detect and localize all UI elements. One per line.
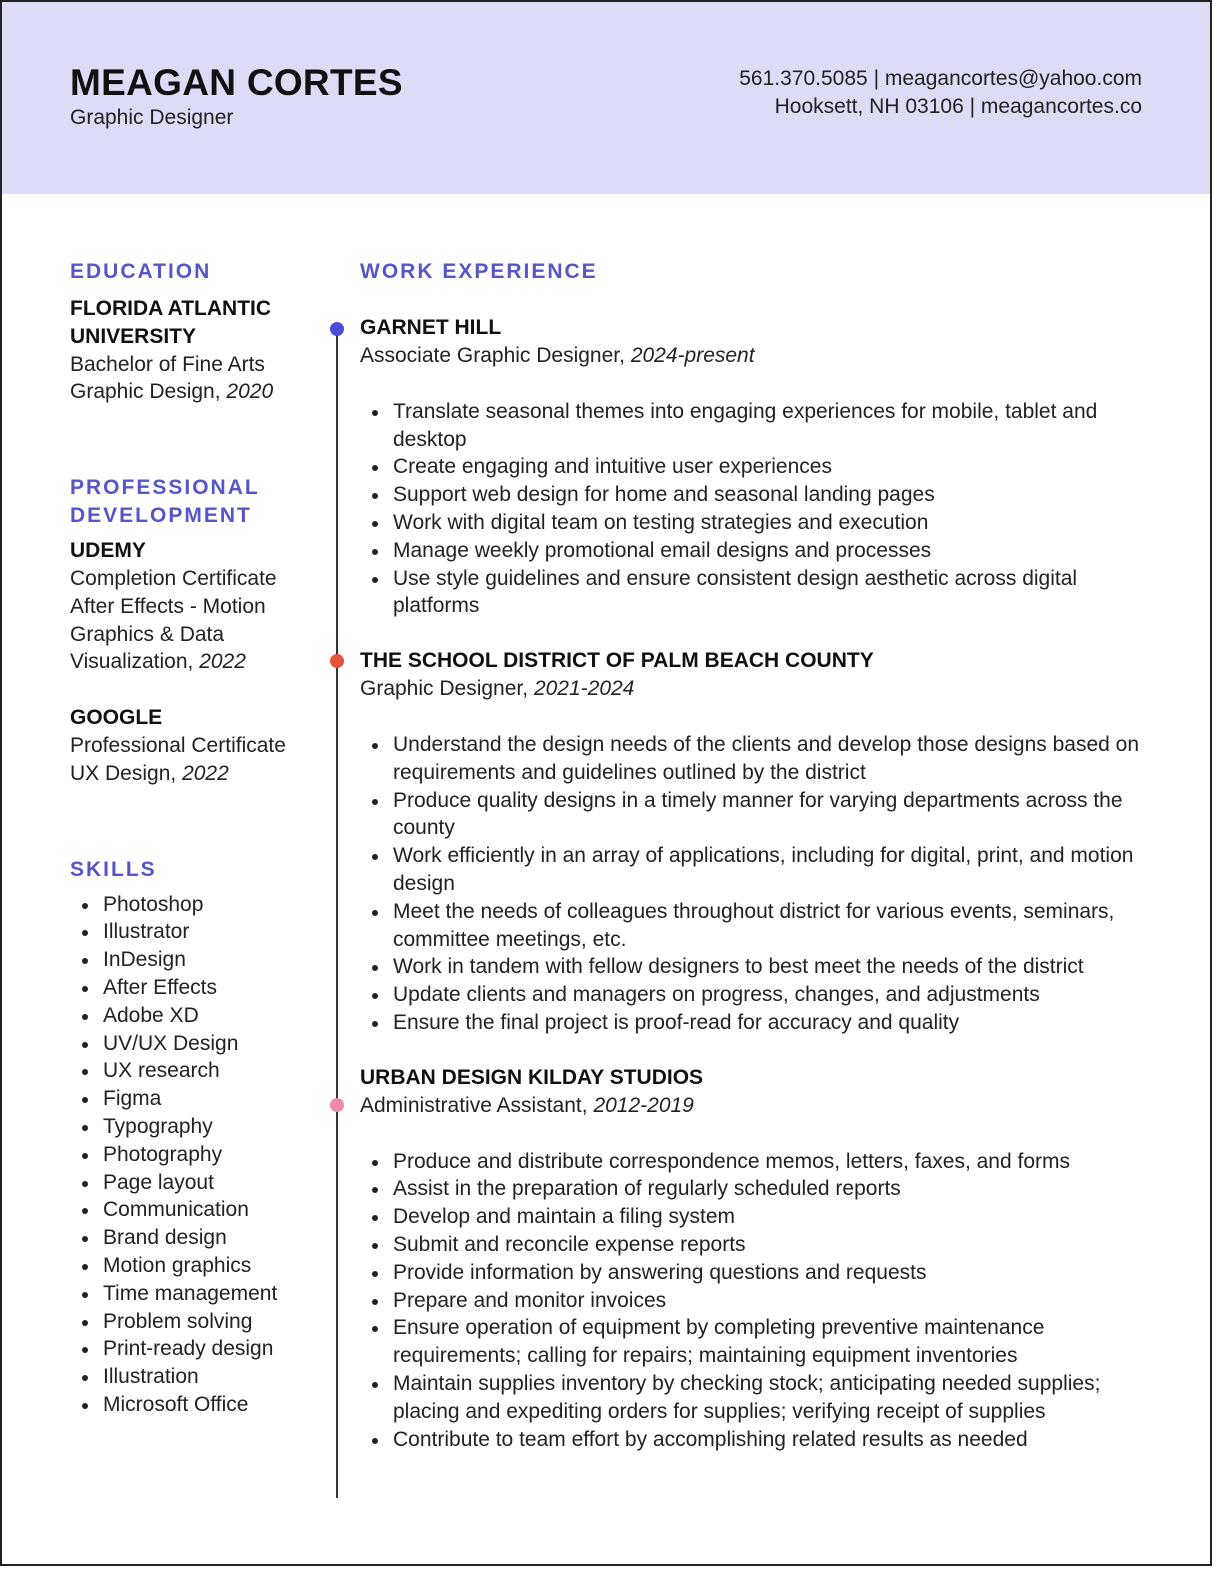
prodev-line: Graphics & Data xyxy=(70,622,225,646)
job-urban-design xyxy=(360,1064,1160,1454)
prodev-org: GOOGLE xyxy=(70,706,163,730)
right-column xyxy=(360,258,1160,1453)
job-bullet: Contribute to team effort by accomplishing related results as needed xyxy=(360,1426,1160,1454)
job-bullet: Maintain supplies inventory by checking stock; anticipating needed supplies; placing and expediting orders for supplies; verifying receipt of supplies xyxy=(360,1370,1160,1426)
timeline-dot xyxy=(330,1098,344,1112)
skill-item: Microsoft Office xyxy=(70,1391,330,1419)
skill-item: Page layout xyxy=(70,1169,330,1197)
prodev-line: Completion Certificate xyxy=(70,566,277,590)
job-position-line xyxy=(360,675,1160,703)
prodev-line xyxy=(70,648,330,676)
separator: | xyxy=(873,67,880,90)
job-bullet: Ensure operation of equipment by completing preventive maintenance requirements; calling for repairs; maintaining equipment inventories xyxy=(360,1314,1160,1370)
job-bullet: Create engaging and intuitive user experiences xyxy=(360,453,1160,481)
separator: | xyxy=(969,95,976,118)
prodev-line: Professional Certificate xyxy=(70,733,286,757)
job-bullet: Assist in the preparation of regularly scheduled reports xyxy=(360,1175,1160,1203)
major-line xyxy=(70,378,330,406)
education-heading: EDUCATION xyxy=(70,260,212,283)
job-position: Associate Graphic Designer, xyxy=(360,344,625,367)
skill-item: InDesign xyxy=(70,946,330,974)
prodev-item-google xyxy=(70,704,330,787)
skill-item: Illustration xyxy=(70,1363,330,1391)
skill-item: Photoshop xyxy=(70,891,330,919)
timeline-dot xyxy=(330,654,344,668)
skill-item: Figma xyxy=(70,1085,330,1113)
job-bullet: Work efficiently in an array of applications, including for digital, print, and motion design xyxy=(360,842,1160,898)
prodev-line xyxy=(70,760,330,788)
skill-item: Photography xyxy=(70,1141,330,1169)
prodev-heading-line1: PROFESSIONAL xyxy=(70,476,260,500)
prodev-year: 2022 xyxy=(199,650,246,674)
skill-item: UX research xyxy=(70,1057,330,1085)
timeline-dot xyxy=(330,322,344,336)
job-bullet: Translate seasonal themes into engaging experiences for mobile, tablet and desktop xyxy=(360,398,1160,454)
job-bullet: Develop and maintain a filing system xyxy=(360,1203,1160,1231)
job-bullet: Prepare and monitor invoices xyxy=(360,1287,1160,1315)
job-company: GARNET HILL xyxy=(360,316,502,339)
skill-item: Adobe XD xyxy=(70,1002,330,1030)
prodev-item-udemy xyxy=(70,537,330,676)
prodev-text: UX Design, xyxy=(70,761,177,785)
website: meagancortes.co xyxy=(980,95,1142,118)
location: Hooksett, NH 03106 xyxy=(774,95,964,118)
header-band xyxy=(2,2,1210,194)
job-school-district xyxy=(360,647,1160,1037)
left-column xyxy=(70,258,330,1419)
candidate-name: MEAGAN CORTES xyxy=(70,62,403,103)
job-company: URBAN DESIGN KILDAY STUDIOS xyxy=(360,1065,704,1089)
job-bullet: Support web design for home and seasonal landing pages xyxy=(360,481,1160,509)
graduation-year: 2020 xyxy=(226,380,274,404)
skill-item: Communication xyxy=(70,1196,330,1224)
job-bullet: Produce quality designs in a timely manner for varying departments across the county xyxy=(360,787,1160,843)
contact-line-2 xyxy=(739,93,1142,121)
timeline-line xyxy=(336,328,338,1498)
skill-item: Typography xyxy=(70,1113,330,1141)
job-bullets xyxy=(360,1148,1160,1454)
job-dates: 2021-2024 xyxy=(533,677,635,701)
skills-section xyxy=(70,856,330,1419)
work-heading: WORK EXPERIENCE xyxy=(360,260,598,283)
prodev-section xyxy=(70,474,330,787)
job-bullet: Produce and distribute correspondence memos, letters, faxes, and forms xyxy=(360,1148,1160,1176)
job-bullet: Provide information by answering questions and requests xyxy=(360,1259,1160,1287)
job-bullet: Work with digital team on testing strategies and execution xyxy=(360,509,1160,537)
job-dates: 2024-present xyxy=(630,344,755,367)
skill-item: Time management xyxy=(70,1280,330,1308)
job-position-line xyxy=(360,1092,1160,1120)
job-company: THE SCHOOL DISTRICT OF PALM BEACH COUNTY xyxy=(360,649,874,673)
skill-item: Problem solving xyxy=(70,1308,330,1336)
job-position: Administrative Assistant, xyxy=(360,1093,588,1117)
job-bullets xyxy=(360,731,1160,1037)
skill-item: Brand design xyxy=(70,1224,330,1252)
skills-heading: SKILLS xyxy=(70,857,157,881)
skill-item: UV/UX Design xyxy=(70,1030,330,1058)
school-name-line1: FLORIDA ATLANTIC xyxy=(70,297,272,320)
prodev-heading-line2: DEVELOPMENT xyxy=(70,504,252,528)
job-bullet: Use style guidelines and ensure consistent design aesthetic across digital platforms xyxy=(360,565,1160,621)
job-bullet: Update clients and managers on progress, changes, and adjustments xyxy=(360,981,1160,1009)
skill-item: After Effects xyxy=(70,974,330,1002)
email: meagancortes@yahoo.com xyxy=(884,67,1142,90)
job-dates: 2012-2019 xyxy=(593,1093,694,1117)
job-bullet: Manage weekly promotional email designs and processes xyxy=(360,537,1160,565)
skill-item: Print-ready design xyxy=(70,1335,330,1363)
skills-list xyxy=(70,891,330,1419)
candidate-role: Graphic Designer xyxy=(70,106,234,129)
job-position-line xyxy=(360,342,1160,370)
degree: Bachelor of Fine Arts xyxy=(70,352,265,376)
contact-line-1 xyxy=(739,65,1142,93)
prodev-text: Visualization, xyxy=(70,650,194,674)
job-bullets xyxy=(360,398,1160,620)
job-bullet: Submit and reconcile expense reports xyxy=(360,1231,1160,1259)
school-name-line2: UNIVERSITY xyxy=(70,324,197,348)
job-bullet: Work in tandem with fellow designers to best meet the needs of the district xyxy=(360,953,1160,981)
job-garnet-hill xyxy=(360,314,1160,620)
prodev-line: After Effects - Motion xyxy=(70,594,266,618)
skill-item: Motion graphics xyxy=(70,1252,330,1280)
job-bullet: Meet the needs of colleagues throughout district for various events, seminars, committee meetings, etc. xyxy=(360,898,1160,954)
job-bullet: Ensure the final project is proof-read for accuracy and quality xyxy=(360,1009,1160,1037)
job-position: Graphic Designer, xyxy=(360,677,529,701)
skill-item: Illustrator xyxy=(70,918,330,946)
contact-info xyxy=(739,65,1142,121)
prodev-year: 2022 xyxy=(182,761,229,785)
education-section xyxy=(70,258,330,406)
phone: 561.370.5085 xyxy=(739,67,868,90)
job-bullet: Understand the design needs of the clients and develop those designs based on requirements and guidelines outlined by the district xyxy=(360,731,1160,787)
major: Graphic Design, xyxy=(70,380,221,404)
prodev-org: UDEMY xyxy=(70,539,146,563)
